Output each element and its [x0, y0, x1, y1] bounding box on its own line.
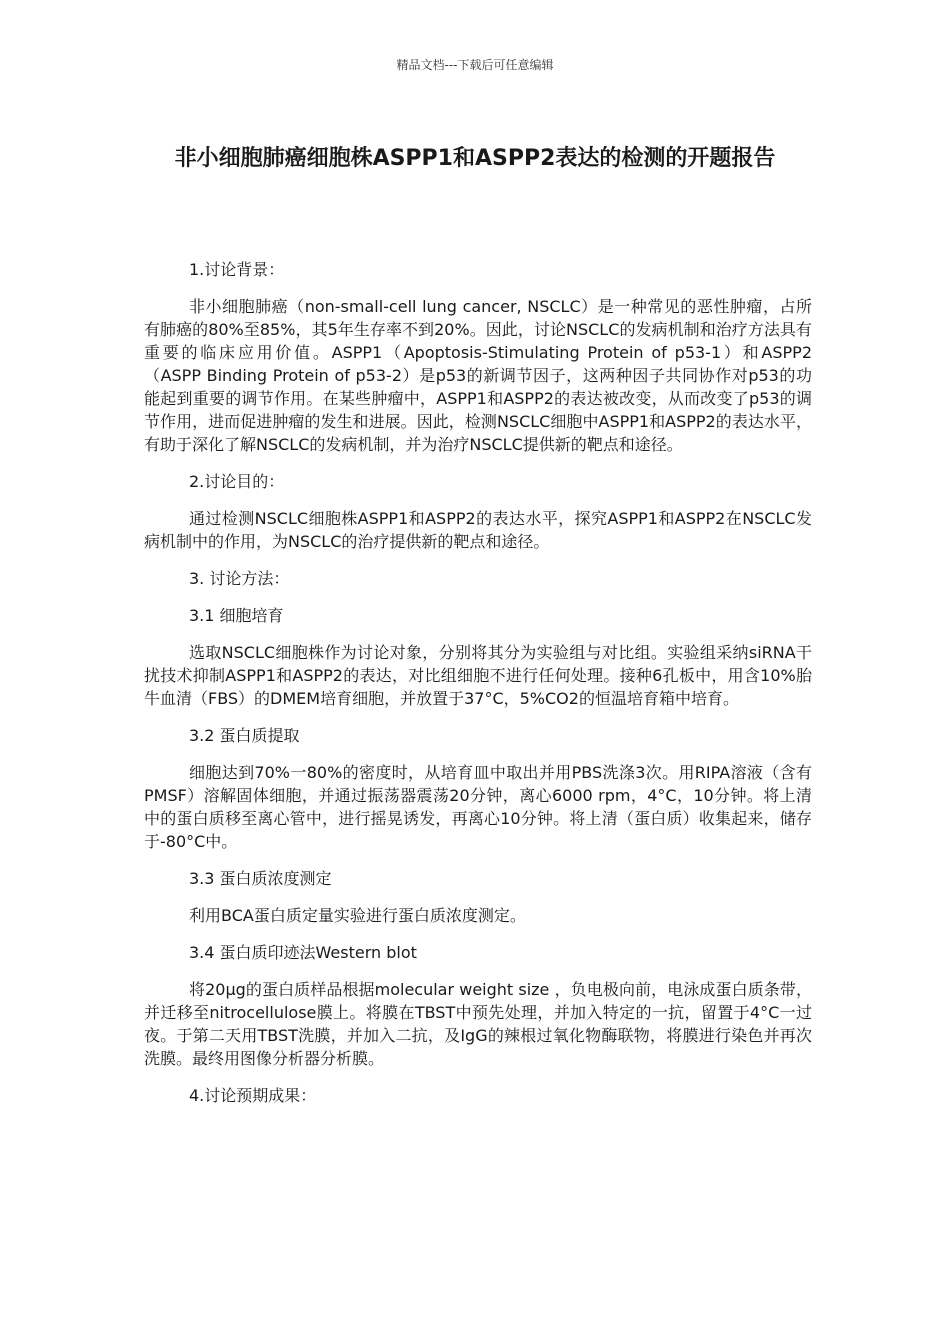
paragraph-background: 非小细胞肺癌（non-small-cell lung cancer, NSCLC）是一种常见的恶性肿瘤，占所有肺癌的80%至85%，其5年生存率不到20%。因此，讨论NSCLC的发病机制和治疗方法具有重要的临床应用价值。ASPP1（Apoptosis-Stimulating Protein of p53-1）和ASPP2（ASPP Binding Protein of p53-2）是p53的新调节因子，这两种因子共同协作对p53的功能起到重要的调节作用。在某些肿瘤中，ASPP1和ASPP2的表达被改变，从而改变了p53的调节作用，进而促进肿瘤的发生和进展。因此，检测NSCLC细胞中ASPP1和ASPP2的表达水平，有助于深化了解NSCLC的发病机制，并为治疗NSCLC提供新的靶点和途径。 — [144, 297, 812, 454]
section-heading-purpose: 2.讨论目的： — [189, 472, 285, 491]
paragraph-protein-extraction: 细胞达到70%一80%的密度时，从培育皿中取出并用PBS洗涤3次。用RIPA溶液（含有PMSF）溶解固体细胞，并通过振荡器震荡20分钟，离心6000 rpm，4°C，10分钟。将上清中的蛋白质移至离心管中，进行摇晃诱发，再离心10分钟。将上清（蛋白质）收集起来，储存于-80°C中。 — [144, 763, 812, 851]
paragraph-cell-culture: 选取NSCLC细胞株作为讨论对象，分别将其分为实验组与对比组。实验组采纳siRNA干扰技术抑制ASPP1和ASPP2的表达，对比组细胞不进行任何处理。接种6孔板中，用含10%胎牛血清（FBS）的DMEM培育细胞，并放置于37°C，5%CO2的恒温培育箱中培育。 — [144, 643, 812, 708]
subsection-heading-protein-extraction: 3.2 蛋白质提取 — [189, 726, 300, 745]
paragraph-western-blot: 将20μg的蛋白质样品根据molecular weight size ，负电极向前，电泳成蛋白质条带，并迁移至nitrocellulose膜上。将膜在TBST中预先处理，并加入特定的一抗，留置于4°C一过夜。于第二天用TBST洗膜，并加入二抗，及IgG的辣根过氧化物酶联物，将膜进行染色并再次洗膜。最终用图像分析器分析膜。 — [144, 980, 812, 1068]
subsection-heading-cell-culture: 3.1 细胞培育 — [189, 606, 284, 625]
paragraph-purpose: 通过检测NSCLC细胞株ASPP1和ASPP2的表达水平，探究ASPP1和ASPP2在NSCLC发病机制中的作用，为NSCLC的治疗提供新的靶点和途径。 — [144, 509, 812, 551]
document-title: 非小细胞肺癌细胞株ASPP1和ASPP2表达的检测的开题报告 — [174, 146, 776, 171]
document-body — [144, 258, 812, 1121]
subsection-heading-western-blot: 3.4 蛋白质印迹法Western blot — [189, 943, 417, 962]
page-header-note: 精品文档---下载后可任意编辑 — [396, 58, 554, 72]
section-heading-background: 1.讨论背景： — [189, 260, 285, 279]
section-heading-methods: 3. 讨论方法： — [189, 569, 290, 588]
subsection-heading-protein-concentration: 3.3 蛋白质浓度测定 — [189, 869, 332, 888]
paragraph-protein-concentration: 利用BCA蛋白质定量实验进行蛋白质浓度测定。 — [189, 906, 526, 925]
section-heading-expected-results: 4.讨论预期成果： — [189, 1086, 317, 1105]
